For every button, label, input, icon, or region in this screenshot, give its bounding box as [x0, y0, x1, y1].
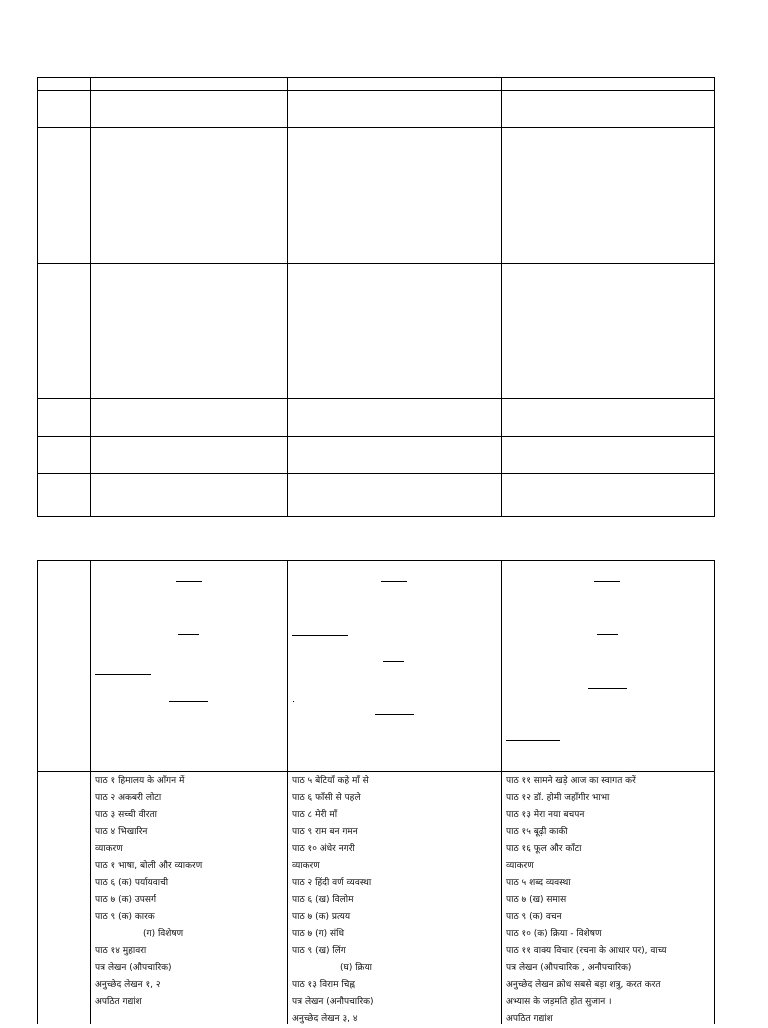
dot-mark [293, 701, 294, 702]
syllabus-line: पाठ १ हिमालय के आँगन में [95, 776, 185, 786]
syllabus-line: पाठ ६ (क) पर्यायवाची [95, 878, 169, 888]
syllabus-line: पाठ ५ शब्द व्यवस्था [506, 878, 571, 888]
syllabus-line: पाठ २ अकबरी लोटा [95, 793, 162, 803]
underline-mark [176, 581, 202, 582]
syllabus-line: पाठ १३ मेरा नया बचपन [506, 810, 585, 820]
syllabus-line: पाठ ७ (क) प्रत्यय [292, 912, 351, 922]
syllabus-line: अनुच्छेद लेखन १, २ [95, 980, 161, 990]
underline-mark [383, 661, 404, 662]
syllabus-column-1 [95, 773, 202, 1011]
syllabus-line: पाठ ४ भिखारिन [95, 827, 148, 837]
syllabus-line: पाठ १० (क) क्रिया - विशेषण [506, 929, 602, 939]
syllabus-line: पाठ ६ (ख) विलोम [292, 895, 354, 905]
syllabus-line: अनुच्छेद लेखन ३, ४ [292, 1014, 358, 1024]
syllabus-line: (ग) विशेषण [143, 929, 184, 939]
syllabus-line: पाठ १२ डॉ. होमी जहाँगीर भाभा [506, 793, 610, 803]
syllabus-line: पाठ १ भाषा, बोली और व्याकरण [95, 861, 203, 871]
underline-mark [588, 688, 627, 689]
syllabus-line: पाठ १५ बूढ़ी काकी [506, 827, 568, 837]
syllabus-line: पाठ ६ फाँसी से पहले [292, 793, 361, 803]
syllabus-line: पाठ २ हिंदी वर्ण व्यवस्था [292, 878, 372, 888]
syllabus-line: अभ्यास के जड़मति होत सुजान । [506, 997, 612, 1007]
syllabus-line: पाठ ९ (क) वचन [506, 912, 562, 922]
syllabus-line: पाठ १० अंधेर नगरी [292, 844, 355, 854]
syllabus-line: पाठ ३ सच्ची वीरता [95, 810, 157, 820]
syllabus-line: पाठ ८ मेरी माँ [292, 810, 338, 820]
syllabus-column-2 [292, 773, 374, 1028]
syllabus-line: पाठ १४ मुहावरा [95, 946, 147, 956]
syllabus-line: पत्र लेखन (अनौपचारिक) [292, 997, 374, 1007]
syllabus-line: पाठ ९ (ख) लिंग [292, 946, 346, 956]
syllabus-line: पाठ ९ (क) कारक [95, 912, 155, 922]
syllabus-line: पाठ १३ विराम चिह्न [292, 980, 355, 990]
underline-mark [594, 581, 620, 582]
syllabus-line: पत्र लेखन (औपचारिक , अनौपचारिक) [506, 963, 632, 973]
underline-mark [178, 634, 199, 635]
underline-mark [169, 701, 208, 702]
underline-mark [375, 714, 414, 715]
syllabus-line: अपठित गद्यांश [506, 1014, 553, 1024]
syllabus-line: अपठित गद्यांश [95, 997, 142, 1007]
syllabus-line: पाठ ५ बेटियाँ कहे माँ से [292, 776, 369, 786]
underline-mark [506, 740, 560, 741]
syllabus-line: पाठ १६ फूल और काँटा [506, 844, 582, 854]
syllabus-line: पाठ ७ (क) उपसर्ग [95, 895, 157, 905]
syllabus-line: पाठ ७ (ख) समास [506, 895, 567, 905]
underline-mark [95, 674, 151, 675]
section-heading: व्याकरण [95, 844, 123, 854]
section-heading: व्याकरण [506, 861, 534, 871]
section-heading: व्याकरण [292, 861, 320, 871]
syllabus-line: पाठ ७ (ग) संधि [292, 929, 344, 939]
syllabus-line: (घ) क्रिया [340, 963, 372, 973]
syllabus-line: पाठ ११ सामने खड़े आज का स्वागत करें [506, 776, 636, 786]
syllabus-line: अनुच्छेद लेखन क्रोध सबसे बड़ा शत्रु, करत करत [506, 980, 661, 990]
underline-mark [381, 581, 407, 582]
underline-mark [597, 634, 618, 635]
syllabus-line: पाठ ९ राम बन गमन [292, 827, 358, 837]
syllabus-line: पत्र लेखन (औपचारिक) [95, 963, 172, 973]
syllabus-line: पाठ ११ वाक्य विचार (रचना के आधार पर), वाच्य [506, 946, 667, 956]
syllabus-column-3 [506, 773, 667, 1028]
underline-mark [292, 635, 348, 636]
